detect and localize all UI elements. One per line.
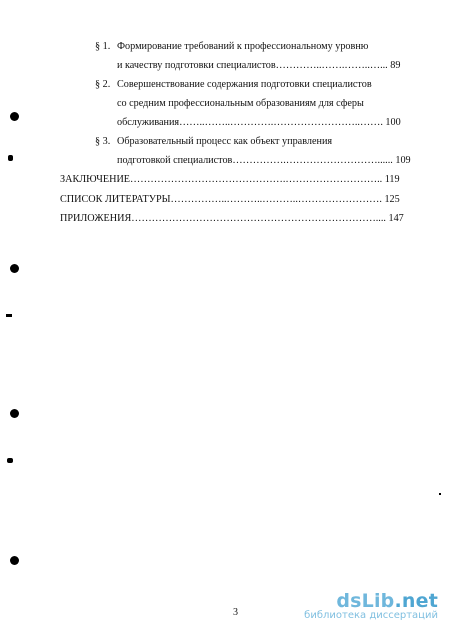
toc-line: ЗАКЛЮЧЕНИЕ……………………………………….……………………….. 119 [60, 174, 400, 185]
toc-line: Формирование требований к профессиональному уровню [117, 41, 369, 52]
toc-line: ПРИЛОЖЕНИЯ……………………………………………………………….... 147 [60, 213, 404, 224]
toc-num: § 3. [95, 136, 111, 147]
scan-speck [7, 458, 13, 463]
toc-line: Совершенствование содержания подготовки специалистов [117, 79, 372, 90]
binder-hole-mark [10, 409, 19, 418]
toc-line: обслуживания……..……..………….……………………..……. 100 [117, 117, 401, 128]
binder-hole-mark [10, 556, 19, 565]
watermark [304, 590, 438, 621]
toc-line: СПИСОК ЛИТЕРАТУРЫ……………..………..………..……………………. 125 [60, 194, 400, 205]
toc-line: и качеству подготовки специалистов…………..…….……..…... 89 [117, 60, 401, 71]
page-number: 3 [233, 607, 238, 618]
watermark-brand: dsLib.net [336, 590, 438, 612]
toc-line: Образовательный процесс как объект управления [117, 136, 333, 147]
scan-speck [8, 155, 13, 161]
binder-hole-mark [10, 264, 19, 273]
watermark-subtitle: библиотека диссертаций [304, 610, 438, 621]
toc-line: со средним профессиональным образованиям для сферы [117, 98, 364, 109]
scan-speck [6, 314, 12, 317]
toc-num: § 1. [95, 41, 111, 52]
scan-speck [439, 493, 441, 495]
toc-line: подготовкой специалистов…………….………………………...... 109 [117, 155, 411, 166]
binder-hole-mark [10, 112, 19, 121]
toc-num: § 2. [95, 79, 111, 90]
